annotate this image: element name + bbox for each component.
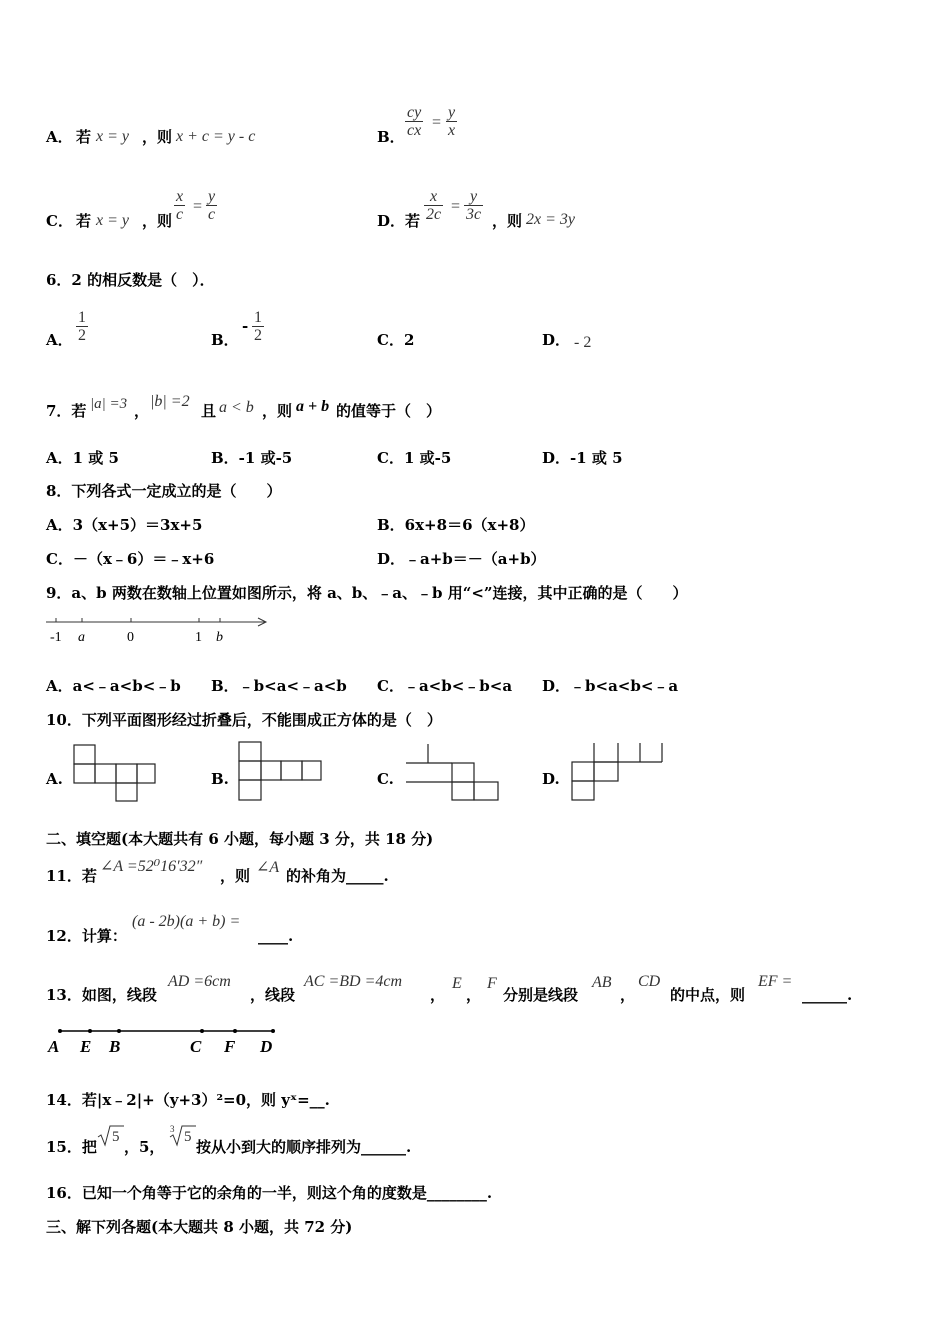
- q13-mid: ，线段: [250, 986, 296, 1004]
- q7-cond: a < b: [219, 399, 254, 416]
- q10-a-label: A.: [46, 770, 63, 788]
- label-b: b: [216, 630, 223, 645]
- point-b: [117, 1029, 121, 1033]
- q6-d-value: - 2: [574, 334, 592, 351]
- q5-c-den2: c: [208, 206, 216, 223]
- q7-comma: ，: [134, 402, 150, 420]
- q5-c-num1: x: [176, 188, 184, 205]
- q6-b-label: B．: [211, 331, 239, 349]
- label-E: E: [80, 1037, 92, 1056]
- q5-c-frac1: [174, 188, 185, 223]
- label-1: 1: [195, 630, 202, 645]
- q13-c3: ，: [620, 986, 636, 1004]
- q5-d-den1: 2c: [426, 206, 442, 223]
- q8-c: C．－（x﹣6）＝﹣x+6: [46, 550, 215, 568]
- q9-a: A．a<﹣a<b<﹣b: [46, 677, 181, 695]
- label-D: D: [260, 1037, 273, 1056]
- q6-b-den: 2: [254, 327, 262, 344]
- q5-a-cond: x = y: [96, 128, 129, 145]
- section-2-title: 二、填空题(本大题共有 6 小题，每小题 3 分，共 18 分): [46, 830, 434, 848]
- net-b: [237, 740, 327, 804]
- q10-stem: 10．下列平面图形经过折叠后，不能围成正方体的是（ ）: [46, 711, 442, 729]
- q5-b-den1: cx: [407, 122, 422, 139]
- q8-d: D．﹣a+b＝－（a+b）: [377, 550, 546, 568]
- q5-c-if: 若: [76, 212, 92, 230]
- q5-d-label: D．: [377, 212, 406, 230]
- point-f: [233, 1029, 237, 1033]
- q7-a: A．1 或 5: [46, 449, 119, 467]
- point-c: [200, 1029, 204, 1033]
- q11-angle2: ∠A: [256, 859, 280, 876]
- q13-post: ______.: [802, 986, 853, 1004]
- q5-c-label: C．: [46, 212, 73, 230]
- q9-d: D．﹣b<a<b<﹣a: [542, 677, 679, 695]
- q13-pre: 13．如图，线段: [46, 986, 157, 1004]
- q5-c-den1: c: [176, 206, 184, 223]
- q5-d-num2: y: [464, 188, 483, 206]
- cbrt-5: [168, 1124, 198, 1148]
- net-a: [72, 743, 162, 805]
- number-line: [44, 612, 274, 648]
- q5-c-equals: =: [193, 198, 203, 215]
- q10-d-label: D.: [542, 770, 560, 788]
- q12-pre: 12．计算：: [46, 927, 127, 945]
- q13-f: F: [487, 975, 497, 992]
- q7-then: ，则: [262, 402, 293, 420]
- q5-c-cond: x = y: [96, 212, 129, 229]
- q5-b-den2: x: [448, 122, 456, 139]
- point-a: [58, 1029, 62, 1033]
- label-A: A: [48, 1037, 60, 1056]
- label-C: C: [190, 1037, 202, 1056]
- label-0: 0: [127, 630, 134, 645]
- q5-b-num2: y: [448, 104, 456, 121]
- point-d: [271, 1029, 275, 1033]
- root-index: 3: [170, 1124, 175, 1134]
- q7-and: 且: [201, 402, 217, 420]
- q12-expr: (a - 2b)(a + b) =: [132, 913, 241, 930]
- q5-d-result: 2x = 3y: [526, 211, 575, 228]
- label-F: F: [224, 1037, 236, 1056]
- q7-d: D．-1 或 5: [542, 449, 623, 467]
- segment-figure: [48, 1024, 288, 1056]
- label-minus1: -1: [50, 630, 62, 645]
- q9-stem: 9．a、b 两数在数轴上位置如图所示，将 a、b、﹣a、﹣b 用“<”连接，其中正确的是（ ）: [46, 584, 688, 602]
- q9-c: C．﹣a<b<﹣b<a: [377, 677, 513, 695]
- q7-abs-a: |a| =3: [90, 396, 128, 412]
- q13-ad: AD =6cm: [168, 973, 231, 990]
- q13-cd: CD: [638, 973, 661, 990]
- q13-c2: ，: [466, 986, 482, 1004]
- q5-b-frac2: [446, 104, 457, 139]
- q6-d-label: D．: [542, 331, 571, 349]
- q11-post: 的补角为_____.: [286, 867, 389, 885]
- q13-ab: AB: [592, 974, 612, 991]
- q5-d-frac1: [424, 188, 443, 223]
- q6-c: C．2: [377, 331, 415, 349]
- q8-a: A．3（x+5）＝3x+5: [46, 516, 203, 534]
- q5-b-num1: cy: [407, 104, 422, 121]
- q15-pre: 15．把: [46, 1138, 97, 1156]
- section-3-title: 三、解下列各题(本大题共 8 小题，共 72 分): [46, 1218, 353, 1236]
- q13-mid2: 分别是线段: [503, 986, 579, 1004]
- q12-post: ____.: [258, 927, 294, 945]
- q5-a-result: x + c = y - c: [176, 128, 256, 145]
- net-d: [570, 740, 670, 804]
- radicand-2: 5: [184, 1129, 192, 1145]
- q5-c-frac2: [206, 188, 217, 223]
- q6-b-frac: [252, 309, 264, 344]
- label-B: B: [109, 1037, 121, 1056]
- q5-a-if: 若: [76, 128, 92, 146]
- q13-e: E: [452, 975, 462, 992]
- sqrt-5: [96, 1124, 126, 1148]
- q7-expr: a + b: [296, 398, 330, 415]
- q6-b-num: 1: [254, 309, 262, 326]
- q5-d-then: ，则: [492, 212, 523, 230]
- q10-c-label: C.: [377, 770, 394, 788]
- radicand-1: 5: [112, 1129, 120, 1145]
- q5-d-equals: =: [451, 198, 461, 215]
- q5-b-frac1: [405, 104, 423, 139]
- q10-b-label: B.: [211, 770, 229, 788]
- q6-stem: 6．2 的相反数是（ ）．: [46, 271, 215, 289]
- q14: 14．若|x﹣2|+（y+3）²=0，则 yˣ=__.: [46, 1091, 330, 1109]
- q5-b-equals: =: [432, 114, 442, 131]
- q13-mid3: 的中点，则: [670, 986, 746, 1004]
- q5-d-num1: x: [424, 188, 443, 206]
- q7-abs-b: |b| =2: [150, 393, 190, 410]
- q8-stem: 8．下列各式一定成立的是（ ）: [46, 482, 282, 500]
- q7-b: B．-1 或-5: [211, 449, 293, 467]
- q13-ef: EF =: [758, 973, 793, 990]
- net-c: [404, 742, 504, 804]
- q5-d-den2: 3c: [466, 206, 482, 223]
- q6-a-num: 1: [78, 309, 86, 326]
- q6-a-frac: [76, 309, 88, 344]
- q5-d-frac2: [464, 188, 483, 223]
- q7-pre: 7．若: [46, 402, 87, 420]
- radical-sign: [98, 1126, 124, 1145]
- q5-b-label: B．: [377, 128, 405, 146]
- q11-mid: ，则: [220, 867, 251, 885]
- q5-a-then: ，则: [142, 128, 173, 146]
- q8-b: B．6x+8＝6（x+8）: [377, 516, 535, 534]
- q6-a-den: 2: [78, 327, 86, 344]
- q7-post: 的值等于（ ）: [336, 402, 442, 420]
- q7-c: C．1 或-5: [377, 449, 452, 467]
- q11-pre: 11．若: [46, 867, 97, 885]
- q9-b: B．﹣b<a<﹣a<b: [211, 677, 347, 695]
- q15-mid: ，5，: [124, 1138, 165, 1156]
- q11-angle: ∠A =52⁰16′32″: [100, 858, 203, 875]
- q6-b-sign: -: [242, 317, 249, 335]
- q13-c1: ，: [430, 986, 446, 1004]
- q16: 16．已知一个角等于它的余角的一半，则这个角的度数是________.: [46, 1184, 493, 1202]
- q5-a-label: A．: [46, 128, 73, 146]
- q15-post: 按从小到大的顺序排列为______.: [196, 1138, 412, 1156]
- q13-acbd: AC =BD =4cm: [304, 973, 403, 990]
- point-e: [88, 1029, 92, 1033]
- q5-c-then: ，则: [142, 212, 173, 230]
- q5-c-num2: y: [208, 188, 216, 205]
- q5-d-if: 若: [405, 212, 421, 230]
- q6-a-label: A．: [46, 331, 73, 349]
- label-a: a: [78, 630, 85, 645]
